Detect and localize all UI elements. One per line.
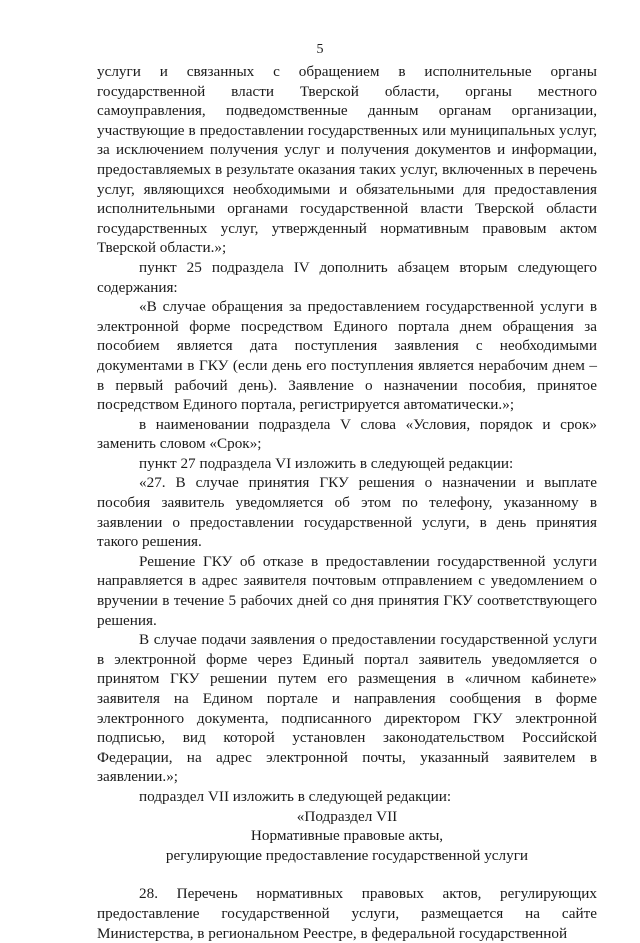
paragraph-subsection-vii-intro: подраздел VII изложить в следующей редакции: (139, 787, 452, 805)
document-body (97, 62, 597, 943)
paragraph-refusal: Решение ГКУ об отказе в предоставлении государственной услуги направляется в адрес заявителя почтовым отправлением с уведомлением о вручении в течение 5 рабочих дней со дня принятия ГКУ соответствующего решения. (97, 552, 597, 629)
heading-line-3: регулирующие предоставление государственной услуги (165, 846, 529, 864)
page-number: 5 (316, 42, 324, 57)
paragraph-electronic-notice: В случае подачи заявления о предоставлении государственной услуги в электронной форме через Единый портал заявитель уведомляется о принятом ГКУ решении путем его размещения в «личном кабинете» заявителя на Едином портале и направления сообщения в форме электронного документа, подписанного директором ГКУ электронной подписью, вид которой установлен законодательством Российской Федерации, на адрес электронной почты, указанный заявителем в заявлении.»; (97, 631, 597, 786)
paragraph-point-25: пункт 25 подраздела IV дополнить абзацем вторым следующего содержания: (97, 258, 597, 296)
paragraph-continuation: услуги и связанных с обращением в исполнительные органы государственной власти Тверской области, органы местного самоуправления, подведомственные данным органам организации, участвующие в предоставлении государственных или муниципальных услуг, за исключением получения услуг и получения документов и информации, предоставляемых в результате оказания таких услуг, включенных в перечень услуг, являющихся необходимыми и обязательными для предоставления исполнительными органами государственной власти Тверской области государственных услуг, утвержденный нормативным правовым актом Тверской области.»; (97, 63, 597, 257)
paragraph-quote-electronic: «В случае обращения за предоставлением государственной услуги в электронной форме посредством Единого портала днем обращения за пособием является дата поступления заявления с необходимыми документами в ГКУ (если день его поступления является нерабочим днем – в первый рабочий день). Заявление о назначении пособия, принятое посредством Единого портала, регистрируется автоматически.»; (97, 298, 597, 414)
paragraph-point-28: 28. Перечень нормативных правовых актов, регулирующих предоставление государственной услуги, размещается на сайте Министерства, в региональном Реестре, в федеральной государственной (97, 885, 597, 942)
paragraph-point-27-intro: пункт 27 подраздела VI изложить в следующей редакции: (139, 454, 514, 472)
paragraph-subsection-v: в наименовании подраздела V слова «Условия, порядок и срок» заменить словом «Срок»; (97, 415, 597, 453)
heading-line-1: «Подраздел VII (296, 807, 398, 825)
paragraph-point-27: «27. В случае принятия ГКУ решения о назначении и выплате пособия заявитель уведомляется об этом по телефону, указанному в заявлении о предоставлении государственной услуги, в день принятия такого решения. (97, 474, 597, 551)
heading-line-2: Нормативные правовые акты, (250, 827, 444, 845)
